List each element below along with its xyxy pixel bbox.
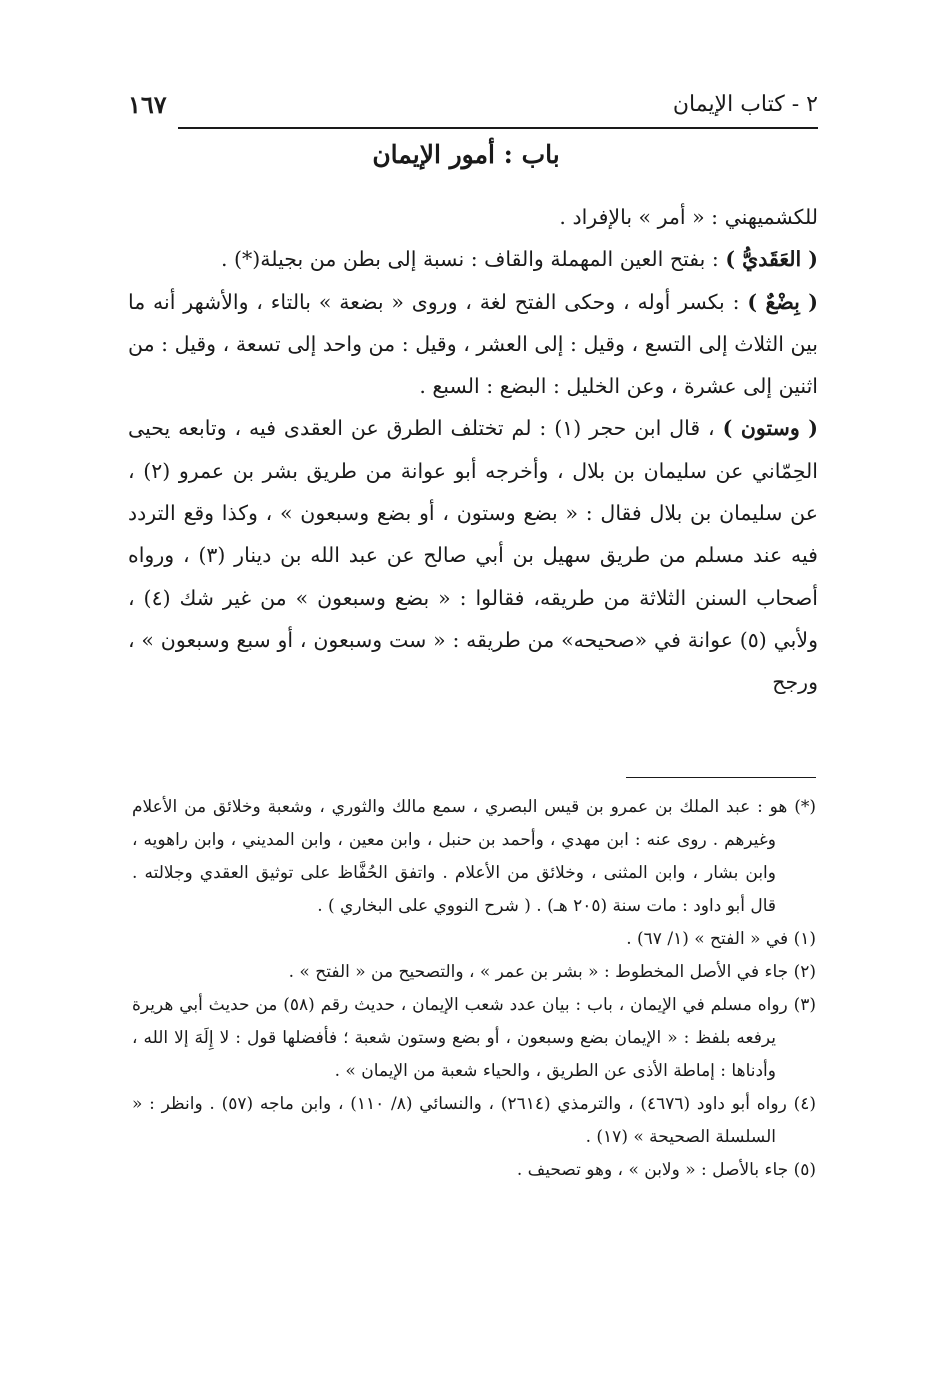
running-head: [128, 84, 818, 124]
footnote-star: (*) هو : عبد الملك بن عمرو بن قيس البصري ، سمع مالك والثوري ، وشعبة وخلائق من الأعلام وغيرهم . روى عنه : ابن مهدي ، وأحمد بن حنبل ، وابن معين ، وابن المديني ، وابن راهويه ، وابن بشار ، وابن المثنى ، وخلائق من الأعلام . واتفق الحُفَّاظ على توثيق العقدي وجلالته . قال أبو داود : مات سنة (٢٠٥ هـ) . ( شرح النووي على البخاري ) .: [132, 797, 816, 916]
paragraph-text: : بكسر أوله ، وحكى الفتح لغة ، وروى « بضعة » بالتاء ، والأشهر أنه ما بين الثلاث إلى التسع ، وقيل : إلى العشر ، وقيل : من واحد إلى تسعة ، وقيل : من اثنين إلى عشرة ، وعن الخليل : البضع : السبع .: [128, 289, 818, 399]
paragraph-4: [128, 407, 818, 703]
paragraph-text: : بفتح العين المهملة والقاف : نسبة إلى بطن من بجيلة(*) .: [221, 247, 726, 272]
footnote-2: (٢) جاء في الأصل المخطوط : « بشر بن عمر » ، والتصحيح من « الفتح » .: [288, 962, 816, 982]
paragraph-keyword: ( العَقَديُّ ): [725, 247, 818, 272]
footnote-1: (١) في « الفتح » (١/ ٦٧) .: [626, 929, 816, 949]
footnotes: [132, 791, 816, 1187]
paragraph-keyword: ( بِضْعٌ ): [747, 289, 818, 314]
footnote-3: (٣) رواه مسلم في الإيمان ، باب : بيان عدد شعب الإيمان ، حديث رقم (٥٨) من حديث أبي هريرة يرفعه بلفظ : « الإيمان بضع وسبعون ، أو بضع وستون شعبة ؛ فأفضلها قول : لا إِلَهَ إلا الله ، وأدناها : إماطة الأذى عن الطريق ، والحياء شعبة من الإيمان » .: [132, 995, 816, 1081]
chapter-title: باب : أمور الإيمان: [372, 140, 560, 169]
footnote-separator: [626, 777, 816, 778]
main-text: [128, 196, 818, 704]
paragraph-keyword: ( وستون ): [722, 416, 818, 441]
footnote-4: (٤) رواه أبو داود (٤٦٧٦) ، والترمذي (٢٦١٤) ، والنسائي (٨/ ١١٠) ، وابن ماجه (٥٧) . وانظر : « السلسلة الصحيحة » (١٧) .: [132, 1094, 816, 1147]
paragraph-text: ، قال ابن حجر (١) : لم تختلف الطرق عن العقدى فيه ، وتابعه يحيى الحِمّاني عن سليمان بن بلال ، وأخرجه أبو عوانة من طريق بشر بن عمرو (٢) ، عن سليمان بن بلال فقال : « بضع وستون ، أو بضع وسبعون » ، وكذا وقع التردد فيه عند مسلم من طريق سهيل بن أبي صالح عن عبد الله بن دينار (٣) ، ورواه أصحاب السنن الثلاثة من طريقه، فقالوا : « بضع وسبعون » من غير شك (٤) ، ولأبي (٥) عوانة في «صحيحه» من طريقه : « ست وسبعون ، أو سبع وسبعون » ، ورجح: [128, 416, 818, 695]
footnote-5: (٥) جاء بالأصل : « ولابن » ، وهو تصحيف .: [516, 1160, 816, 1180]
header-rule: [178, 127, 818, 129]
page-number: ١٦٧: [128, 89, 167, 119]
running-title: ٢ - كتاب الإيمان: [672, 91, 818, 117]
paragraph-3: [128, 281, 818, 408]
paragraph-text: للكشميهني : « أمر » بالإفراد .: [559, 205, 818, 229]
paragraph-2: [128, 238, 818, 280]
paragraph-1: [128, 196, 818, 238]
